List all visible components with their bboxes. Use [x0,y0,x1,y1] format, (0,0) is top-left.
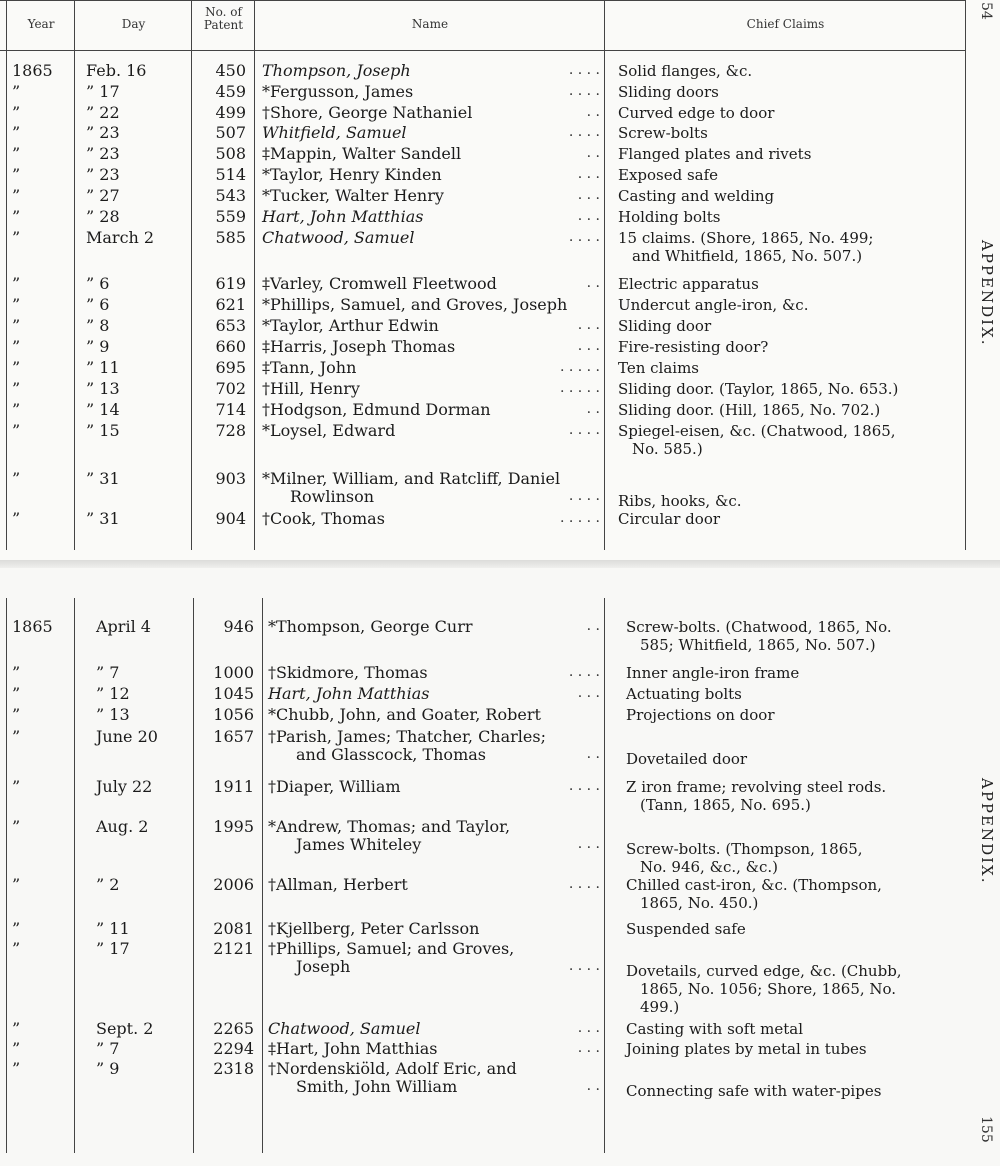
page-number: 155 [978,1116,994,1143]
row-name: Chatwood, Samuel [268,1019,421,1038]
row-patent-no: 1995 [213,817,254,836]
row-chief-claims: Ten claims [618,359,700,377]
row-day: ” 6 [86,295,110,314]
row-day: Aug. 2 [96,817,149,836]
row-name-continued: James Whiteley [296,835,422,854]
row-patent-no: 2006 [213,875,254,894]
row-chief-claims: Sliding door [618,317,712,335]
header-patent-no: No. of Patent [203,5,244,32]
row-year: ” [12,379,21,398]
row-chief-claims: Electric apparatus [618,275,759,293]
row-name: Whitfield, Samuel [262,123,407,142]
top-rule [0,0,965,1]
row-chief-claims: Sliding door. (Hill, 1865, No. 702.) [618,401,881,419]
row-chief-claims: Undercut angle-iron, &c. [618,296,809,314]
row-chief-claims-continued: Dovetails, curved edge, &c. (Chubb, [626,962,902,980]
header-day: Day [121,17,146,31]
row-chief-claims: Circular door [618,510,721,528]
row-year: ” [12,1019,21,1038]
row-day: ” 27 [86,186,120,205]
row-day: ” 23 [86,144,120,163]
row-day: ” 2 [96,875,120,894]
row-leader-dots: . . . [577,1020,600,1036]
row-year: ” [12,919,21,938]
row-name: †Skidmore, Thomas [268,663,428,682]
row-day: ” 7 [96,663,120,682]
row-name-continued: Rowlinson [290,487,375,506]
row-leader-dots: . . . [577,317,600,333]
row-chief-claims: Holding bolts [618,208,721,226]
row-day: Sept. 2 [96,1019,154,1038]
col-rule [604,0,605,550]
row-patent-no: 2265 [213,1019,254,1038]
row-year: ” [12,727,21,746]
row-name-continued: and Glasscock, Thomas [296,745,486,764]
row-patent-no: 508 [215,144,246,163]
row-leader-dots: . . . [577,338,600,354]
row-day: ” 9 [96,1059,120,1078]
row-year: ” [12,684,21,703]
row-year: ” [12,123,21,142]
row-patent-no: 450 [215,61,246,80]
row-year: ” [12,469,21,488]
row-name: *Loysel, Edward [262,421,396,440]
row-chief-claims-continued: Ribs, hooks, &c. [618,492,742,510]
row-name: †Kjellberg, Peter Carlsson [268,919,480,938]
row-name: *Taylor, Henry Kinden [262,165,442,184]
row-chief-claims: Flanged plates and rivets [618,145,812,163]
row-chief-claims-continued: Screw-bolts. (Thompson, 1865, [626,840,863,858]
row-year: ” [12,186,21,205]
row-year: ” [12,358,21,377]
row-patent-no: 695 [215,358,246,377]
header-rule [0,50,965,51]
row-leader-dots: . . . . [568,958,600,974]
running-title: APPENDIX. [978,240,996,347]
row-chief-claims: Actuating bolts [626,685,742,703]
row-chief-claims: Screw-bolts [618,124,708,142]
running-title: APPENDIX. [978,778,996,885]
row-year: ” [12,421,21,440]
row-name: ‡Harris, Joseph Thomas [262,337,456,356]
row-patent-no: 585 [215,228,246,247]
row-chief-claims-continued: 1865, No. 1056; Shore, 1865, No. [640,980,897,998]
page-gap [0,560,1000,568]
row-year: ” [12,103,21,122]
row-patent-no: 507 [215,123,246,142]
row-day: April 4 [96,617,151,636]
row-year: ” [12,1039,21,1058]
row-leader-dots: . . . . [568,876,600,892]
row-patent-no: 559 [215,207,246,226]
row-day: ” 28 [86,207,120,226]
row-name: †Diaper, William [268,777,401,796]
row-year: ” [12,228,21,247]
row-chief-claims-continued: 1865, No. 450.) [640,894,759,912]
row-patent-no: 1657 [213,727,254,746]
row-patent-no: 2121 [213,939,254,958]
row-chief-claims: Solid flanges, &c. [618,62,753,80]
row-leader-dots: . . . . [568,62,600,78]
row-patent-no: 514 [215,165,246,184]
row-leader-dots: . . . [577,685,600,701]
row-leader-dots: . . . . . [559,510,600,526]
row-name: *Milner, William, and Ratcliff, Daniel [262,469,561,488]
row-leader-dots: . . . . [568,229,600,245]
row-name: *Tucker, Walter Henry [262,186,444,205]
row-year: ” [12,274,21,293]
row-patent-no: 2294 [213,1039,254,1058]
row-name: †Cook, Thomas [262,509,385,528]
row-year: 1865 [12,61,53,80]
row-patent-no: 2081 [213,919,254,938]
row-year: ” [12,705,21,724]
row-day: June 20 [96,727,158,746]
top-page [0,0,1000,560]
row-day: ” 17 [86,82,120,101]
row-chief-claims: Spiegel-eisen, &c. (Chatwood, 1865, [618,422,896,440]
row-day: ” 8 [86,316,110,335]
row-leader-dots: . . [586,746,600,762]
row-year: ” [12,337,21,356]
col-rule [191,0,192,550]
row-chief-claims: Curved edge to door [618,104,775,122]
row-name: *Fergusson, James [262,82,414,101]
row-chief-claims-continued: and Whitfield, 1865, No. 507.) [632,247,863,265]
row-patent-no: 904 [215,509,246,528]
row-leader-dots: . . . . . [559,359,600,375]
row-year: ” [12,939,21,958]
bottom-page [0,568,1000,1166]
col-rule [965,0,966,550]
row-leader-dots: . . [586,275,600,291]
row-name: Hart, John Matthias [268,684,430,703]
row-day: March 2 [86,228,155,247]
row-leader-dots: . . . [577,208,600,224]
row-chief-claims-continued: No. 585.) [632,440,703,458]
row-chief-claims-continued: No. 946, &c., &c.) [640,858,779,876]
row-name: †Allman, Herbert [268,875,408,894]
row-day: ” 23 [86,123,120,142]
row-name: *Taylor, Arthur Edwin [262,316,439,335]
row-name: †Shore, George Nathaniel [262,103,473,122]
row-chief-claims: Fire-resisting door? [618,338,769,356]
row-chief-claims: Joining plates by metal in tubes [626,1040,867,1058]
row-chief-claims: Sliding doors [618,83,719,101]
row-patent-no: 714 [215,400,246,419]
row-name: †Parish, James; Thatcher, Charles; [268,727,546,746]
row-patent-no: 1045 [213,684,254,703]
row-year: 1865 [12,617,53,636]
row-day: ” 31 [86,509,120,528]
row-day: ” 11 [96,919,130,938]
row-name: ‡Mappin, Walter Sandell [262,144,462,163]
row-name-continued: Joseph [296,957,351,976]
row-patent-no: 543 [215,186,246,205]
row-chief-claims-continued: 585; Whitfield, 1865, No. 507.) [640,636,876,654]
row-chief-claims: Z iron frame; revolving steel rods. [626,778,887,796]
row-patent-no: 1000 [213,663,254,682]
row-leader-dots: . . . . . [559,380,600,396]
row-patent-no: 946 [223,617,254,636]
row-leader-dots: . . . . [568,778,600,794]
row-chief-claims-continued: (Tann, 1865, No. 695.) [640,796,811,814]
row-year: ” [12,1059,21,1078]
row-patent-no: 903 [215,469,246,488]
row-patent-no: 728 [215,421,246,440]
row-leader-dots: . . [586,145,600,161]
row-patent-no: 653 [215,316,246,335]
row-year: ” [12,165,21,184]
row-leader-dots: . . . . [568,422,600,438]
row-patent-no: 660 [215,337,246,356]
row-name: *Phillips, Samuel, and Groves, Joseph [262,295,568,314]
row-leader-dots: . . . . [568,488,600,504]
row-chief-claims-continued: Connecting safe with water-pipes [626,1082,882,1100]
row-year: ” [12,777,21,796]
row-name: Thompson, Joseph [262,61,411,80]
row-name: †Hodgson, Edmund Dorman [262,400,491,419]
row-patent-no: 1056 [213,705,254,724]
col-rule [74,0,75,550]
row-patent-no: 619 [215,274,246,293]
col-rule [6,598,7,1153]
row-chief-claims-continued: Dovetailed door [626,750,748,768]
row-leader-dots: . . [586,1078,600,1094]
col-rule [262,598,263,1153]
row-leader-dots: . . . . [568,83,600,99]
row-day: ” 13 [96,705,130,724]
row-year: ” [12,817,21,836]
row-patent-no: 1911 [213,777,254,796]
row-day: ” 14 [86,400,120,419]
row-name: *Chubb, John, and Goater, Robert [268,705,541,724]
row-day: ” 13 [86,379,120,398]
row-year: ” [12,400,21,419]
row-leader-dots: . . [586,618,600,634]
row-chief-claims: Casting with soft metal [626,1020,804,1038]
row-year: ” [12,295,21,314]
row-leader-dots: . . . [577,1040,600,1056]
row-patent-no: 459 [215,82,246,101]
row-chief-claims: Projections on door [626,706,775,724]
row-day: ” 31 [86,469,120,488]
header-year: Year [27,17,55,31]
row-day: ” 22 [86,103,120,122]
row-chief-claims: Chilled cast-iron, &c. (Thompson, [626,876,882,894]
row-chief-claims: Inner angle-iron frame [626,664,800,682]
row-chief-claims-continued: 499.) [640,998,680,1016]
row-name: ‡Varley, Cromwell Fleetwood [262,274,497,293]
row-day: ” 17 [96,939,130,958]
row-leader-dots: . . . . [568,124,600,140]
row-day: ” 6 [86,274,110,293]
row-chief-claims: Casting and welding [618,187,775,205]
row-name: ‡Hart, John Matthias [268,1039,438,1058]
row-leader-dots: . . [586,401,600,417]
row-leader-dots: . . . [577,187,600,203]
row-day: July 22 [96,777,153,796]
row-chief-claims: 15 claims. (Shore, 1865, No. 499; [618,229,874,247]
row-patent-no: 2318 [213,1059,254,1078]
col-rule [193,598,194,1153]
row-name: †Phillips, Samuel; and Groves, [268,939,515,958]
col-rule [254,0,255,550]
row-leader-dots: . . . [577,166,600,182]
row-name: †Hill, Henry [262,379,360,398]
row-year: ” [12,663,21,682]
row-name: Hart, John Matthias [262,207,424,226]
row-year: ” [12,144,21,163]
row-day: ” 12 [96,684,130,703]
row-name: †Nordenskiöld, Adolf Eric, and [268,1059,517,1078]
col-rule [74,598,75,1153]
row-day: ” 11 [86,358,120,377]
row-patent-no: 621 [215,295,246,314]
row-name-continued: Smith, John William [296,1077,458,1096]
row-leader-dots: . . . [577,836,600,852]
row-day: ” 15 [86,421,120,440]
row-chief-claims: Sliding door. (Taylor, 1865, No. 653.) [618,380,899,398]
row-name: *Thompson, George Curr [268,617,473,636]
col-rule [604,598,605,1153]
row-year: ” [12,509,21,528]
row-day: ” 7 [96,1039,120,1058]
row-patent-no: 702 [215,379,246,398]
row-name: Chatwood, Samuel [262,228,415,247]
row-day: ” 9 [86,337,110,356]
row-year: ” [12,82,21,101]
row-day: ” 23 [86,165,120,184]
col-rule [6,0,7,550]
header-chief-claims: Chief Claims [746,17,825,31]
row-patent-no: 499 [215,103,246,122]
row-leader-dots: . . . . [568,664,600,680]
row-chief-claims: Screw-bolts. (Chatwood, 1865, No. [626,618,892,636]
row-day: Feb. 16 [86,61,147,80]
page-number: 54 [978,2,994,20]
row-chief-claims: Suspended safe [626,920,746,938]
row-chief-claims: Exposed safe [618,166,719,184]
header-name: Name [411,17,449,31]
row-year: ” [12,207,21,226]
row-year: ” [12,316,21,335]
row-year: ” [12,875,21,894]
row-name: *Andrew, Thomas; and Taylor, [268,817,511,836]
row-name: ‡Tann, John [262,358,357,377]
row-leader-dots: . . [586,104,600,120]
